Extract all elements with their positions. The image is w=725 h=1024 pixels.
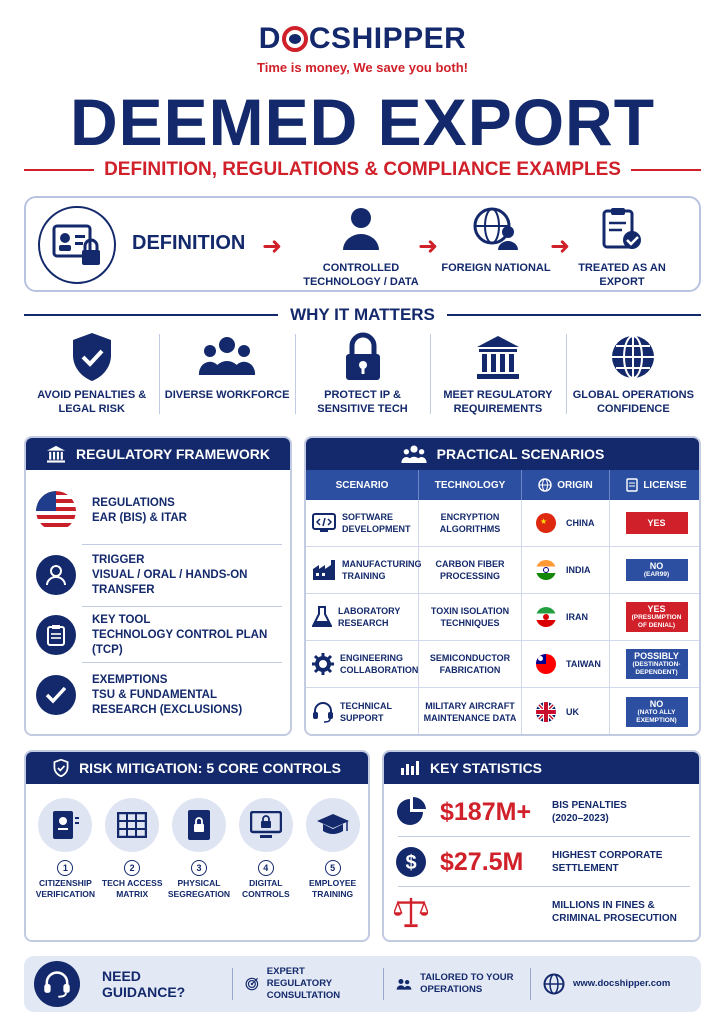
risk-item-label: PHYSICAL SEGREGATION bbox=[167, 878, 231, 899]
us-flag-icon bbox=[36, 491, 76, 531]
headset-icon bbox=[312, 701, 334, 723]
practical-scenarios-panel bbox=[304, 436, 701, 736]
logo bbox=[0, 22, 725, 56]
footer bbox=[24, 956, 701, 1012]
scenario-cell: TECHNICAL SUPPORT bbox=[340, 700, 392, 723]
column-header-label: ORIGIN bbox=[557, 479, 593, 491]
government-building-icon bbox=[46, 445, 66, 463]
subtitle-row bbox=[24, 158, 701, 182]
user-icon bbox=[36, 555, 76, 595]
flask-icon bbox=[312, 606, 332, 628]
license-badge: YES bbox=[626, 512, 688, 534]
reg-item bbox=[36, 478, 282, 544]
page-subtitle: DEFINITION, REGULATIONS & COMPLIANCE EXAMPLES bbox=[104, 159, 621, 180]
origin-cell: IRAN bbox=[566, 612, 588, 622]
need-guidance-label: NEED GUIDANCE? bbox=[102, 968, 186, 1000]
tagline: Time is money, We save you both! bbox=[257, 60, 468, 75]
logo-globe-icon bbox=[282, 26, 308, 52]
column-header: SCENARIO bbox=[306, 470, 419, 500]
stat-label: BIS PENALTIES (2020–2023) bbox=[552, 800, 627, 824]
passport-icon bbox=[50, 809, 80, 841]
arrow-right-icon: ➜ bbox=[550, 233, 571, 260]
why-items bbox=[24, 330, 701, 422]
panel-header bbox=[384, 752, 699, 784]
technology-cell: MILITARY AIRCRAFT MAINTENANCE DATA bbox=[419, 688, 522, 735]
why-item-label: DIVERSE WORKFORCE bbox=[164, 389, 290, 401]
government-building-icon bbox=[475, 334, 521, 380]
why-item-label: MEET REGULATORY REQUIREMENTS bbox=[443, 389, 553, 415]
risk-item-number: 1 bbox=[57, 860, 73, 876]
definition-step-foreign-national bbox=[436, 206, 556, 275]
panel-header bbox=[26, 752, 368, 784]
reg-item-label: TRIGGER bbox=[92, 553, 145, 566]
technology-cell: SEMICONDUCTOR FABRICATION bbox=[419, 641, 522, 687]
check-icon bbox=[36, 675, 76, 715]
scales-icon bbox=[394, 895, 428, 929]
definition-step-label: TREATED AS AN EXPORT bbox=[578, 262, 666, 288]
arrow-right-icon: ➜ bbox=[418, 233, 439, 260]
graduation-cap-icon bbox=[316, 812, 350, 838]
page-title: DEEMED EXPORT bbox=[69, 85, 656, 159]
logo-text-end: CSHIPPER bbox=[308, 22, 467, 55]
reg-item bbox=[36, 662, 282, 728]
why-item-label: GLOBAL OPERATIONS CONFIDENCE bbox=[572, 389, 694, 415]
why-title: WHY IT MATTERS bbox=[290, 305, 435, 324]
gear-icon bbox=[312, 653, 334, 675]
why-section-header bbox=[24, 303, 701, 327]
origin-cell: INDIA bbox=[566, 565, 591, 575]
technology-cell: ENCRYPTION ALGORITHMS bbox=[419, 500, 522, 546]
arrow-right-icon: ➜ bbox=[262, 233, 283, 260]
why-item-label: AVOID PENALTIES & LEGAL RISK bbox=[37, 389, 147, 415]
reg-item-label: EXEMPTIONS bbox=[92, 673, 168, 686]
origin-cell: TAIWAN bbox=[566, 659, 601, 669]
panel-title: RISK MITIGATION: 5 CORE CONTROLS bbox=[79, 760, 341, 776]
stat-row bbox=[394, 888, 694, 936]
bar-chart-icon bbox=[400, 760, 420, 776]
clipboard-check-icon bbox=[600, 206, 644, 252]
risk-item bbox=[232, 798, 299, 900]
panel-title: REGULATORY FRAMEWORK bbox=[76, 446, 270, 462]
risk-items bbox=[32, 798, 366, 900]
panel-title: PRACTICAL SCENARIOS bbox=[436, 446, 605, 462]
scenario-cell: MANUFACTURING TRAINING bbox=[342, 559, 422, 581]
reg-item-label: KEY TOOL bbox=[92, 613, 151, 626]
stat-value: $27.5M bbox=[440, 847, 524, 876]
stat-label: MILLIONS IN FINES & CRIMINAL PROSECUTION bbox=[552, 900, 677, 924]
scenario-cell: SOFTWARE DEVELOPMENT bbox=[342, 512, 411, 534]
people-icon bbox=[401, 445, 427, 463]
column-header-license bbox=[610, 470, 701, 500]
risk-item bbox=[32, 798, 99, 900]
license-badge: NO (EAR99) bbox=[626, 559, 688, 581]
stat-label: HIGHEST CORPORATE SETTLEMENT bbox=[552, 850, 663, 874]
globe-icon bbox=[543, 973, 565, 995]
stat-value: $187M+ bbox=[440, 797, 532, 826]
logo-text-start: D bbox=[258, 22, 281, 55]
table-row bbox=[306, 594, 701, 641]
globe-icon bbox=[538, 478, 552, 492]
table-row bbox=[306, 547, 701, 594]
origin-cell: UK bbox=[566, 706, 579, 717]
people-icon bbox=[396, 974, 412, 994]
taiwan-flag-icon bbox=[536, 654, 556, 674]
key-statistics-panel bbox=[382, 750, 701, 942]
reg-item-detail: EAR (BIS) & ITAR bbox=[92, 512, 187, 524]
pie-chart-icon bbox=[395, 796, 427, 828]
shield-check-icon bbox=[53, 759, 69, 777]
risk-item-label: EMPLOYEE TRAINING bbox=[308, 878, 357, 899]
code-window-icon bbox=[312, 513, 336, 533]
table-row bbox=[306, 500, 701, 547]
china-flag-icon: ★ bbox=[536, 513, 556, 533]
regulatory-framework-panel bbox=[24, 436, 292, 736]
grid-icon bbox=[117, 812, 147, 838]
license-badge: YES (PRESUMPTION OF DENIAL) bbox=[626, 602, 688, 632]
why-item bbox=[24, 330, 159, 422]
why-item bbox=[295, 330, 430, 422]
reg-item-detail: VISUAL / ORAL / HANDS-ON TRANSFER bbox=[92, 568, 248, 596]
lock-icon bbox=[343, 332, 383, 382]
stat-row bbox=[394, 788, 694, 836]
stat-row bbox=[394, 838, 694, 886]
origin-cell: CHINA bbox=[566, 518, 595, 528]
iran-flag-icon bbox=[536, 607, 556, 627]
license-badge: NO (NATO ALLY EXEMPTION) bbox=[626, 697, 688, 727]
group-icon bbox=[198, 335, 256, 379]
headset-icon bbox=[34, 961, 80, 1007]
factory-icon bbox=[312, 559, 336, 581]
document-icon bbox=[626, 478, 638, 492]
panel-title: KEY STATISTICS bbox=[430, 760, 543, 776]
risk-item bbox=[166, 798, 233, 900]
monitor-lock-icon bbox=[250, 811, 282, 839]
column-header-label: LICENSE bbox=[643, 479, 687, 491]
why-item bbox=[566, 330, 701, 422]
clipboard-icon bbox=[36, 615, 76, 655]
footer-item-tailored: TAILORED TO YOUR OPERATIONS bbox=[396, 972, 518, 996]
svg-text:$: $ bbox=[405, 852, 417, 874]
scenario-cell: ENGINEERING COLLABORATION bbox=[340, 653, 419, 675]
panel-header bbox=[306, 438, 699, 470]
why-item bbox=[159, 330, 294, 422]
license-badge: POSSIBLY (DESTINATION-DEPENDENT) bbox=[626, 649, 688, 679]
id-card-lock-icon bbox=[38, 206, 116, 284]
risk-item-number: 2 bbox=[124, 860, 140, 876]
risk-item-number: 4 bbox=[258, 860, 274, 876]
definition-step-label: CONTROLLED TECHNOLOGY / DATA bbox=[303, 262, 419, 288]
reg-item-detail: TSU & FUNDAMENTAL RESEARCH (EXCLUSIONS) bbox=[92, 688, 243, 716]
reg-item-detail: TECHNOLOGY CONTROL PLAN (TCP) bbox=[92, 628, 268, 656]
reg-item bbox=[36, 602, 282, 668]
why-item-label: PROTECT IP & SENSITIVE TECH bbox=[317, 389, 408, 415]
target-icon bbox=[245, 972, 259, 996]
risk-item-number: 5 bbox=[325, 860, 341, 876]
column-header-origin bbox=[522, 470, 610, 500]
table-header bbox=[306, 470, 701, 500]
definition-step-technology bbox=[301, 206, 421, 289]
definition-step-label: FOREIGN NATIONAL bbox=[441, 262, 551, 274]
technology-cell: CARBON FIBER PROCESSING bbox=[419, 547, 522, 593]
dollar-icon bbox=[395, 846, 427, 878]
footer-website-link[interactable]: www.docshipper.com bbox=[543, 973, 670, 995]
globe-person-icon bbox=[472, 206, 520, 252]
column-header: TECHNOLOGY bbox=[419, 470, 522, 500]
risk-mitigation-panel bbox=[24, 750, 370, 942]
panel-header bbox=[26, 438, 290, 470]
footer-item-consultation: EXPERT REGULATORY CONSULTATION bbox=[245, 966, 371, 1002]
reg-item-label: REGULATIONS bbox=[92, 497, 175, 509]
risk-item-label: DIGITAL CONTROLS bbox=[241, 878, 290, 899]
uk-flag-icon bbox=[536, 702, 556, 722]
reg-item bbox=[36, 542, 282, 608]
globe-icon bbox=[609, 333, 657, 381]
risk-item-number: 3 bbox=[191, 860, 207, 876]
scenario-cell: LABORATORY RESEARCH bbox=[338, 606, 401, 628]
india-flag-icon bbox=[536, 560, 556, 580]
shield-check-icon bbox=[70, 331, 114, 383]
person-icon bbox=[341, 206, 381, 252]
risk-item-label: CITIZENSHIP VERIFICATION bbox=[35, 878, 96, 899]
locked-door-icon bbox=[186, 809, 212, 841]
risk-item bbox=[299, 798, 366, 900]
definition-title: DEFINITION bbox=[132, 232, 246, 254]
definition-box bbox=[24, 196, 701, 292]
table-row bbox=[306, 641, 701, 688]
risk-item-label: TECH ACCESS MATRIX bbox=[101, 878, 163, 899]
definition-step-export bbox=[562, 206, 682, 289]
why-item bbox=[430, 330, 565, 422]
table-row bbox=[306, 688, 701, 735]
risk-item bbox=[99, 798, 166, 900]
technology-cell: TOXIN ISOLATION TECHNIQUES bbox=[419, 594, 522, 640]
